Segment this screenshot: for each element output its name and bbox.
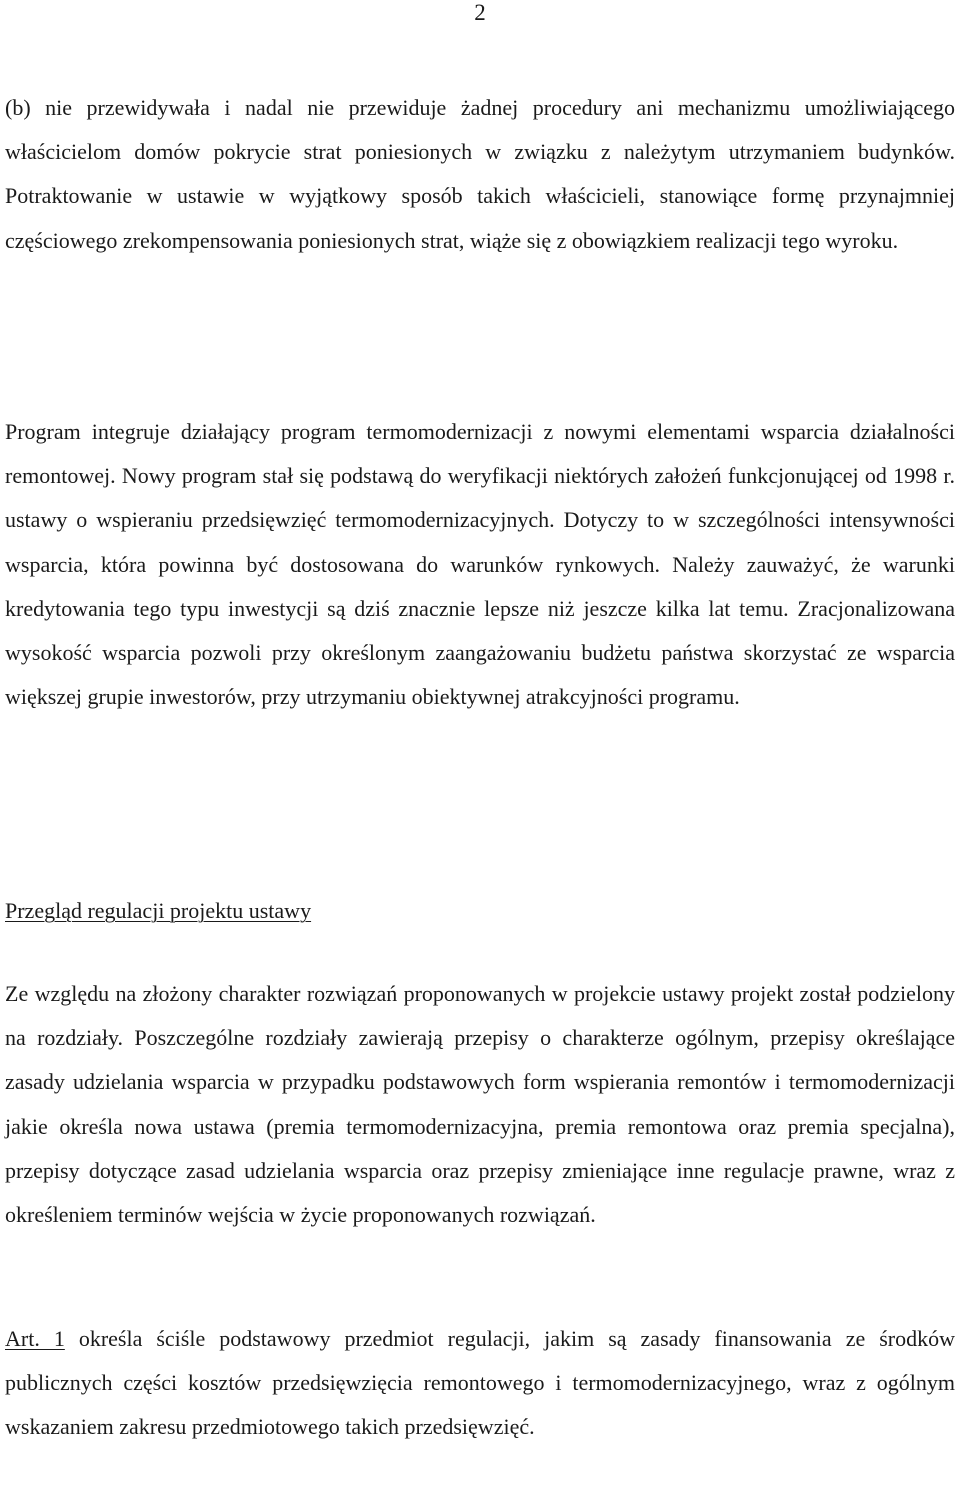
section-heading [5,889,955,933]
article-description: określa ściśle podstawowy przedmiot regulacji, jakim są zasady finansowania ze środków publicznych części kosztów przedsięwzięcia remontowego i termomodernizacyjnego, wraz z ogólnym wskazaniem zakresu przedmiotowego takich przedsięwzięć. [5,1326,955,1440]
page-number: 2 [474,0,486,25]
paragraph-program: Program integruje działający program termomodernizacji z nowymi elementami wsparcia działalności remontowej. Nowy program stał się podstawą do weryfikacji niektórych założeń funkcjonującej od 1998 r. ustawy o wspieraniu przedsięwzięć termomodernizacyjnych. Dotyczy to w szczególności intensywności wsparcia, która powinna być dostosowana do warunków rynkowych. Należy zauważyć, że warunki kredytowania tego typu inwestycji są dziś znacznie lepsze niż jeszcze kilka lat temu. Zracjonalizowana wysokość wsparcia pozwoli przy określonym zaangażowaniu budżetu państwa skorzystać ze wsparcia większej grupie inwestorów, przy utrzymaniu obiektywnej atrakcyjności programu. [5,419,955,710]
paragraph-section-b [5,86,955,263]
paragraph-b-text: (b) nie przewidywała i nadal nie przewiduje żadnej procedury ani mechanizmu umożliwiającego właścicielom domów pokrycie strat poniesionych w związku z należytym utrzymaniem budynków. [5,95,955,165]
section-heading-text: Przegląd regulacji projektu ustawy [5,898,312,923]
paragraph-art-1 [5,1317,955,1450]
paragraph-compensation-text: Potraktowanie w ustawie w wyjątkowy sposób takich właścicieli, stanowiące formę przynajmniej częściowego zrekompensowania poniesionych strat, wiąże się z obowiązkiem realizacji tego wyroku. [5,183,955,253]
paragraph-overview: Ze względu na złożony charakter rozwiązań proponowanych w projekcie ustawy projekt został podzielony na rozdziały. Poszczególne rozdziały zawierają przepisy o charakterze ogólnym, przepisy określające zasady udzielania wsparcia w przypadku podstawowych form wspierania remontów i termomodernizacji jakie określa nowa ustawa (premia termomodernizacyjna, premia remontowa oraz premia specjalna), przepisy dotyczące zasad udzielania wsparcia oraz przepisy zmieniające inne regulacje prawne, wraz z określeniem terminów wejścia w życie proponowanych rozwiązań. [5,981,955,1228]
article-reference: Art. 1 [5,1326,65,1351]
